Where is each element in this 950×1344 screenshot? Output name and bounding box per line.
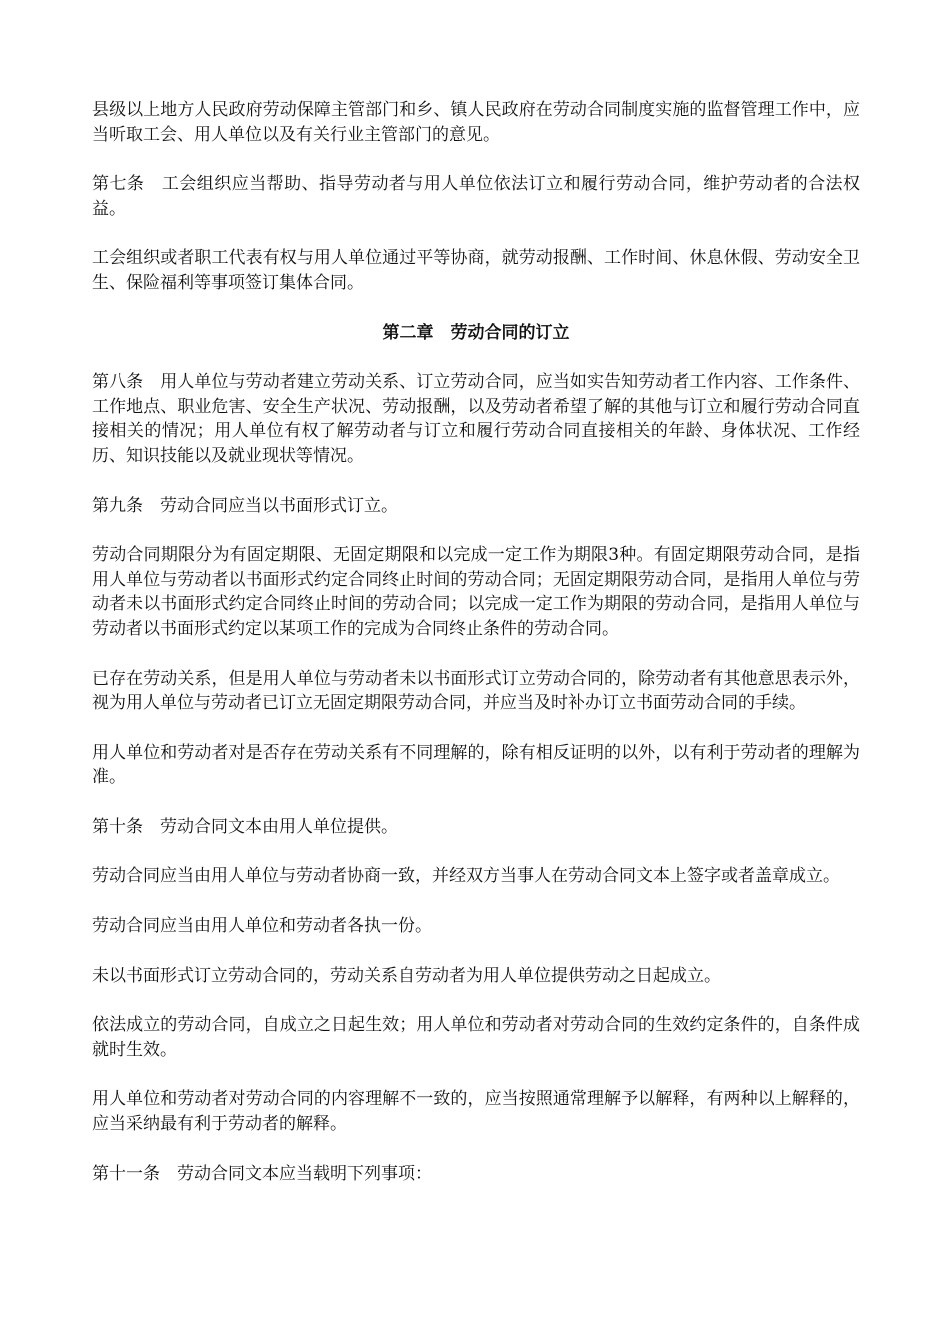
document-page [92,98,860,1211]
paragraph-text: 劳动合同应当由用人单位与劳动者协商一致，并经双方当事人在劳动合同文本上签字或者盖章成立。 [92,866,840,887]
article-number: 第十条 [92,816,160,837]
paragraph-text: 未以书面形式订立劳动合同的，劳动关系自劳动者为用人单位提供劳动之日起成立。 [92,965,721,986]
paragraph-text: 劳动合同期限分为有固定期限、无固定期限和以完成一定工作为期限3种。有固定期限劳动合同，是指用人单位与劳动者以书面形式约定合同终止时间的劳动合同；无固定期限劳动合同，是指用人单位与劳动者未以书面形式约定合同终止时间的劳动合同；以完成一定工作为期限的劳动合同，是指用人单位与劳动者以书面形式约定以某项工作的完成为合同终止条件的劳动合同。 [92,545,860,639]
paragraph-text: 依法成立的劳动合同，自成立之日起生效；用人单位和劳动者对劳动合同的生效约定条件的，自条件成就时生效。 [92,1015,860,1060]
paragraph-existing-relation [92,667,860,716]
article-10 [92,815,860,840]
article-8 [92,370,860,468]
paragraph-explanation [92,1087,860,1136]
paragraph-text: 用人单位和劳动者对是否存在劳动关系有不同理解的，除有相反证明的以外，以有利于劳动者的理解为准。 [92,742,860,788]
paragraph-supervision [92,98,860,147]
article-number: 第八条 [92,372,161,393]
paragraph-effectiveness [92,1013,860,1062]
article-11 [92,1162,860,1187]
paragraph-text: 用人单位和劳动者对劳动合同的内容理解不一致的，应当按照通常理解予以解释，有两种以上解释的，应当采纳最有利于劳动者的解释。 [92,1089,860,1135]
paragraph-collective-contract [92,246,860,295]
article-7 [92,172,860,221]
paragraph-text: 县级以上地方人民政府劳动保障主管部门和乡、镇人民政府在劳动合同制度实施的监督管理工作中，应当听取工会、用人单位以及有关行业主管部门的意见。 [92,100,860,145]
article-9 [92,494,860,519]
paragraph-contract-terms [92,543,860,641]
article-text: 用人单位与劳动者建立劳动关系、订立劳动合同，应当如实告知劳动者工作内容、工作条件、工作地点、职业危害、安全生产状况、劳动报酬，以及劳动者希望了解的其他与订立和履行劳动合同直接相关的情况；用人单位有权了解劳动者与订立和履行劳动合同直接相关的年龄、身体状况、工作经历、知识技能以及就业现状等情况。 [92,372,861,466]
chapter-heading: 第二章 劳动合同的订立 [382,322,570,343]
paragraph-consensus [92,864,860,889]
article-number: 第十一条 [92,1163,177,1184]
paragraph-copies [92,914,860,939]
paragraph-text: 劳动合同应当由用人单位和劳动者各执一份。 [92,916,432,937]
article-number: 第九条 [92,495,160,516]
paragraph-unwritten [92,964,860,989]
article-text: 劳动合同文本应当载明下列事项： [177,1163,432,1184]
article-text: 劳动合同文本由用人单位提供。 [160,816,398,837]
paragraph-text: 工会组织或者职工代表有权与用人单位通过平等协商，就劳动报酬、工作时间、休息休假、劳动安全卫生、保险福利等事项签订集体合同。 [92,248,860,293]
article-number: 第七条 [92,174,162,195]
article-text: 工会组织应当帮助、指导劳动者与用人单位依法订立和履行劳动合同，维护劳动者的合法权益。 [92,174,861,219]
paragraph-text: 已存在劳动关系，但是用人单位与劳动者未以书面形式订立劳动合同的，除劳动者有其他意思表示外，视为用人单位与劳动者已订立无固定期限劳动合同，并应当及时补办订立书面劳动合同的手续。 [92,668,860,714]
article-text: 劳动合同应当以书面形式订立。 [160,495,398,516]
paragraph-interpretation [92,741,860,790]
